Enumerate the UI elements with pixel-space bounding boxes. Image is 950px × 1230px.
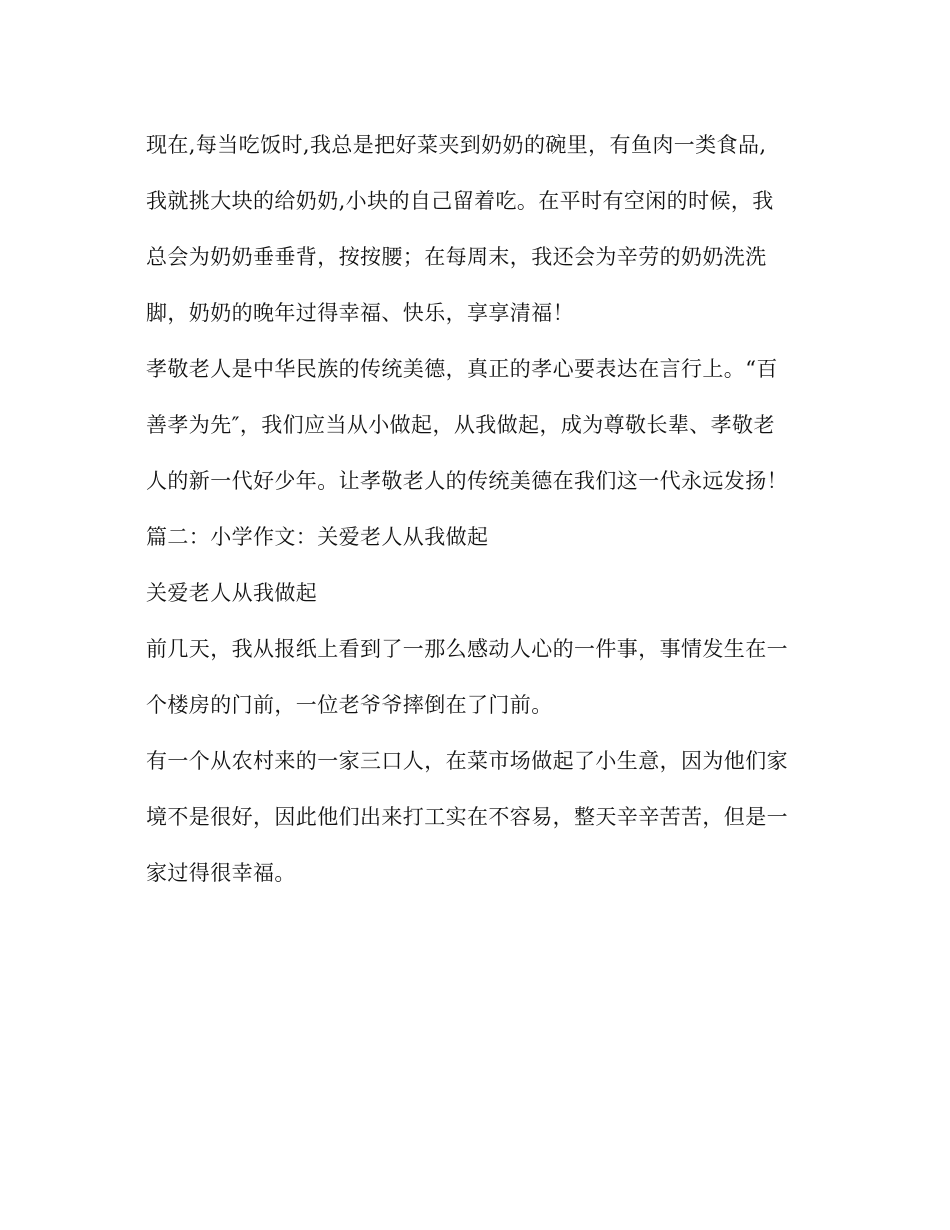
section-heading: 篇二：小学作文：关爱老人从我做起 [146, 525, 489, 549]
text-line: 现在,每当吃饭时,我总是把好菜夹到奶奶的碗里，有鱼肉一类食品, [146, 133, 767, 157]
text-line: 孝敬老人是中华民族的传统美德，真正的孝心要表达在言行上。“百 [146, 357, 778, 381]
text-line: 境不是很好，因此他们出来打工实在不容易，整天辛辛苦苦，但是一 [146, 805, 788, 829]
text-line: 脚，奶奶的晚年过得幸福、快乐，享享清福！ [146, 301, 574, 325]
text-line: 善孝为先″，我们应当从小做起，从我做起，成为尊敬长辈、孝敬老 [146, 413, 775, 437]
text-line: 有一个从农村来的一家三口人，在菜市场做起了小生意，因为他们家 [146, 749, 788, 773]
document-body [146, 117, 806, 901]
text-line: 人的新一代好少年。让孝敬老人的传统美德在我们这一代永远发扬！ [146, 469, 788, 493]
article-title: 关爱老人从我做起 [146, 581, 318, 605]
text-line: 家过得很幸福。 [146, 861, 296, 885]
text-line: 我就挑大块的给奶奶,小块的自己留着吃。在平时有空闲的时候，我 [146, 189, 774, 213]
text-line: 总会为奶奶垂垂背，按按腰；在每周末，我还会为辛劳的奶奶洗洗 [146, 245, 767, 269]
text-line: 前几天，我从报纸上看到了一那么感动人心的一件事，事情发生在一 [146, 637, 788, 661]
text-line: 个楼房的门前，一位老爷爷摔倒在了门前。 [146, 693, 553, 717]
